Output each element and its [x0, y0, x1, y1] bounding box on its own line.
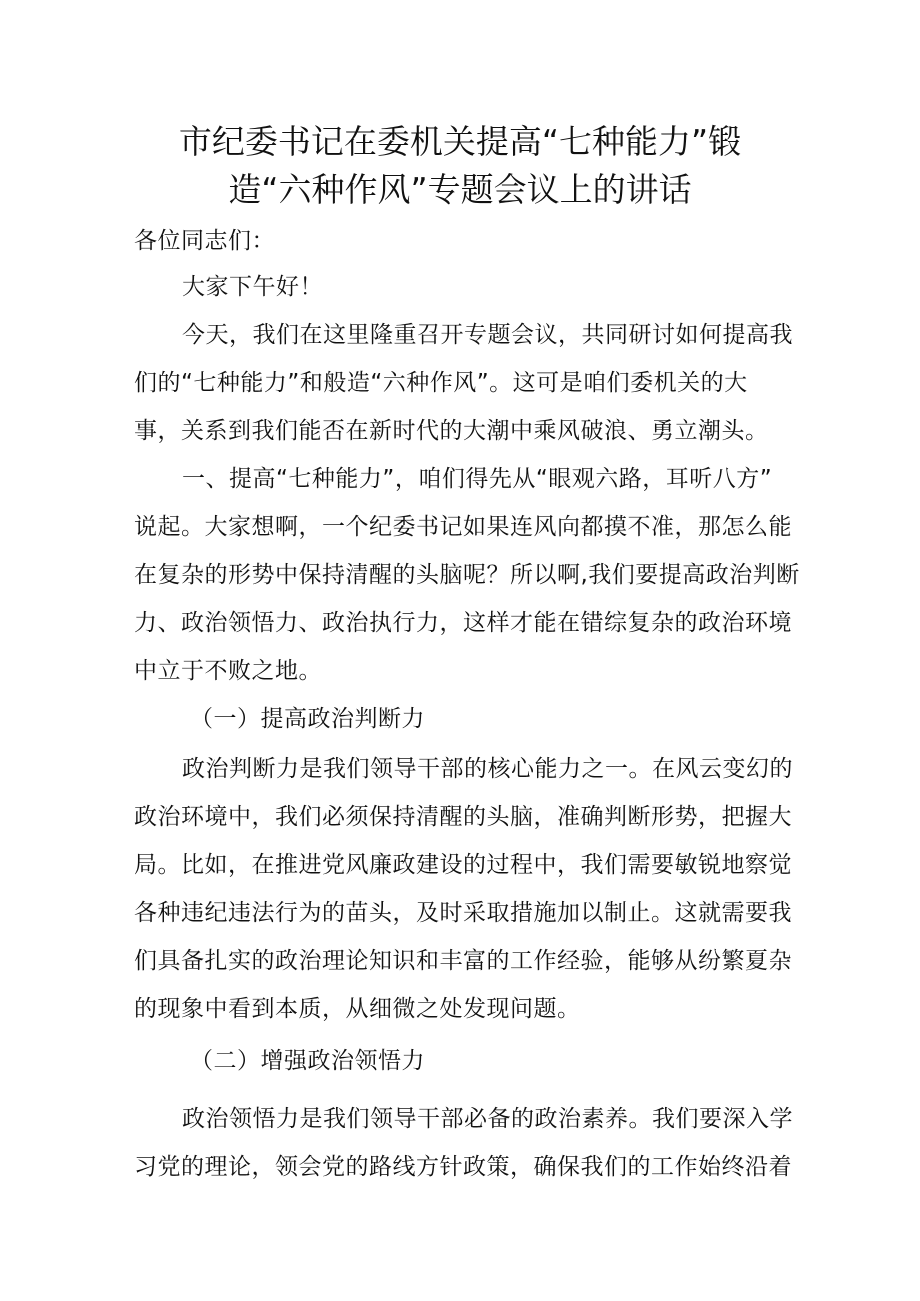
paragraph-3-line-5: 们具备扎实的政治理论知识和丰富的工作经验，能够从纷繁夏杂	[134, 948, 792, 974]
paragraph-3-line-3: 局。比如，在推进党风廉政建设的过程中，我们需要敏锐地察觉	[134, 852, 792, 878]
section-heading-1: （一）提高政治判断力	[190, 706, 425, 732]
paragraph-2-line-3: 在复杂的形势中保持清醒的头脑呢？所以啊,我们要提高政治判断	[134, 562, 800, 588]
paragraph-4-line-1: 政治领悟力是我们领导干部必备的政治素养。我们要深入学	[182, 1106, 793, 1132]
greeting: 大家下午好！	[182, 274, 323, 300]
paragraph-2-line-4: 力、政治领悟力、政治执行力，这样才能在错综复杂的政治环境	[134, 610, 792, 636]
section-heading-2: （二）增强政治领悟力	[190, 1048, 425, 1074]
paragraph-1-line-3: 事，关系到我们能否在新时代的大潮中乘风破浪、勇立潮头。	[134, 418, 769, 444]
paragraph-3-line-4: 各种违纪违法行为的苗头，及时采取措施加以制止。这就需要我	[134, 900, 792, 926]
document-title-line-2: 造“六种作风”专题会议上的讲话	[228, 170, 692, 209]
paragraph-3-line-1: 政治判断力是我们领导干部的核心能力之一。在风云变幻的	[182, 756, 793, 782]
paragraph-3-line-2: 政治环境中，我们必须保持清醒的头脑，准确判断形势，把握大	[134, 804, 792, 830]
paragraph-1-line-2: 们的“七种能力”和般造“六种作风”。这可是咱们委机关的大	[134, 370, 748, 396]
salutation: 各位同志们：	[134, 228, 275, 254]
paragraph-2-line-2: 说起。大家想啊，一个纪委书记如果连风向都摸不准，那怎么能	[134, 514, 792, 540]
paragraph-4-line-2: 习党的理论，领会党的路线方针政策，确保我们的工作始终沿着	[134, 1154, 792, 1180]
paragraph-2-line-1: 一、提高“七种能力”，咱们得先从“眼观六路，耳听八方”	[182, 466, 773, 492]
paragraph-1-line-1: 今天，我们在这里隆重召开专题会议，共同研讨如何提高我	[182, 322, 793, 348]
paragraph-3-line-6: 的现象中看到本质，从细微之处发现问题。	[134, 996, 581, 1022]
document-title-line-1: 市纪委书记在委机关提高“七种能力”锻	[178, 122, 742, 161]
paragraph-2-line-5: 中立于不败之地。	[134, 658, 322, 684]
